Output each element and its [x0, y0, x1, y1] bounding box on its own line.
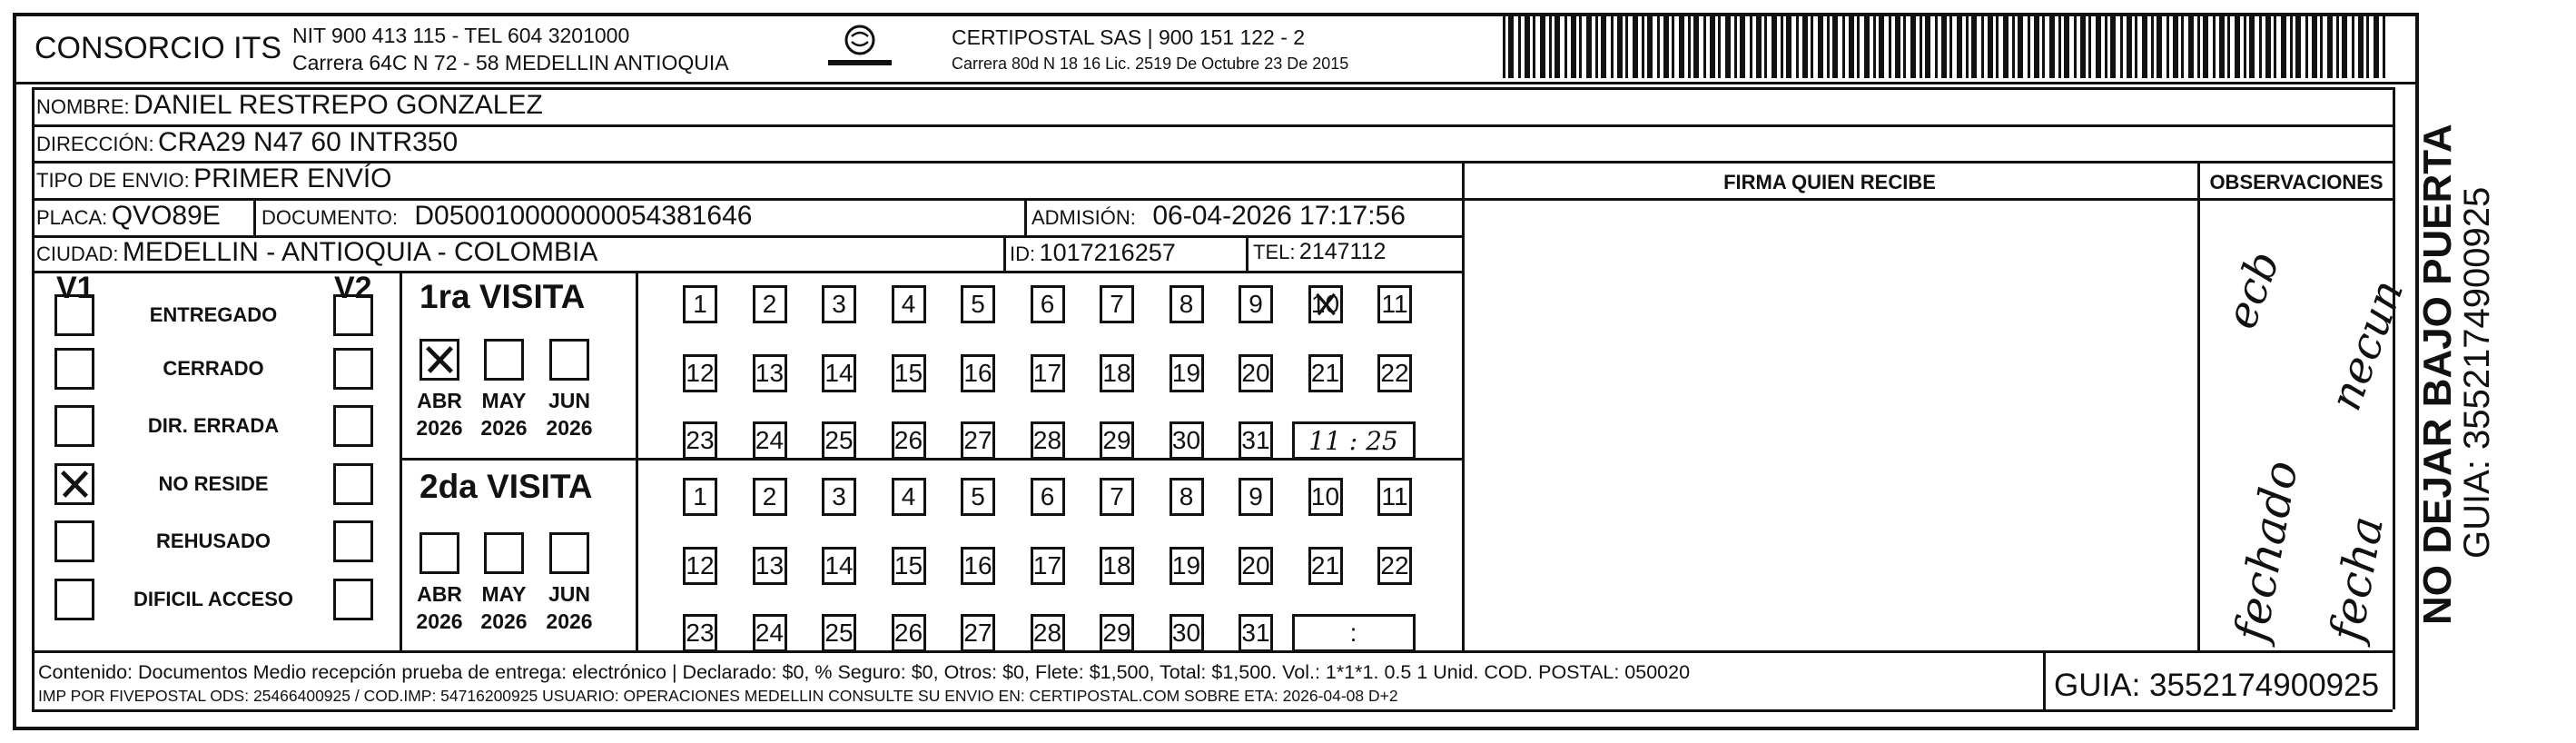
status-label: CERRADO: [163, 357, 264, 380]
visit1-year-label: 2026: [416, 416, 463, 440]
observacion-handwriting: fecha: [2320, 511, 2394, 646]
visit2-day-box[interactable]: 21: [1308, 547, 1343, 585]
visit2-day-box[interactable]: 24: [753, 614, 787, 652]
visit2-day-box[interactable]: 9: [1239, 478, 1273, 516]
nombre-row: [36, 90, 543, 121]
tel-row: [1253, 239, 1386, 265]
visit2-day-box[interactable]: 22: [1377, 547, 1412, 585]
visit1-year-label: 2026: [546, 416, 593, 440]
visit2-month-checkbox[interactable]: [484, 532, 524, 574]
status-v1-checkbox[interactable]: [54, 520, 94, 562]
visit1-day-box[interactable]: 30: [1170, 421, 1204, 460]
tel-label: TEL:: [1253, 241, 1296, 263]
visit2-month-checkbox[interactable]: [419, 532, 459, 574]
visit1-day-box[interactable]: 11: [1377, 285, 1412, 323]
direccion-value: CRA29 N47 60 INTR350: [158, 127, 459, 157]
visit2-month-checkbox[interactable]: [549, 532, 589, 574]
status-label: ENTREGADO: [149, 303, 278, 326]
status-label: NO RESIDE: [158, 472, 269, 495]
status-v1-checkbox[interactable]: [54, 294, 94, 336]
firma-area[interactable]: [1465, 201, 2196, 649]
observacion-handwriting: necun: [2320, 272, 2414, 418]
visit1-day-box[interactable]: 23: [683, 421, 717, 460]
status-v1-checkbox[interactable]: [54, 405, 94, 447]
side-warning: NO DEJAR BAJO PUERTA: [2415, 124, 2460, 625]
visit2-year-label: 2026: [416, 609, 463, 633]
admision-row: [1031, 201, 1406, 232]
visit2-day-box[interactable]: 20: [1239, 547, 1273, 585]
visit2-day-box[interactable]: 26: [892, 614, 926, 652]
visit2-day-box[interactable]: 11: [1377, 478, 1412, 516]
placa-label: PLACA:: [36, 206, 108, 229]
ciudad-value: MEDELLIN - ANTIOQUIA - COLOMBIA: [122, 237, 598, 267]
footer-guia: GUIA: 3552174900925: [2054, 668, 2380, 703]
observacion-handwriting: ecb: [2216, 244, 2291, 336]
visit2-day-box[interactable]: 2: [753, 478, 787, 516]
visit1-day-box[interactable]: [1308, 285, 1343, 323]
visit1-day-box[interactable]: 18: [1100, 354, 1134, 392]
visit2-day-box[interactable]: 5: [961, 478, 995, 516]
status-v2-checkbox[interactable]: [333, 348, 373, 390]
company-address: Carrera 64C N 72 - 58 MEDELLIN ANTIOQUIA: [292, 51, 729, 74]
visit1-month-label: MAY: [481, 389, 527, 412]
visit1-day-box[interactable]: 29: [1100, 421, 1134, 460]
visit2-day-box[interactable]: 3: [822, 478, 856, 516]
check-mark-icon: [1311, 288, 1340, 321]
visit1-title: 1ra VISITA: [419, 278, 586, 315]
visit1-day-box[interactable]: 27: [961, 421, 995, 460]
visit2-day-box[interactable]: 29: [1100, 614, 1134, 652]
status-v1-checkbox[interactable]: [54, 463, 94, 505]
day-number: 10: [1310, 290, 1340, 318]
footer-impresion: IMP POR FIVEPOSTAL ODS: 25466400925 / COD.IMP: 54716200925 USUARIO: OPERACIONES MEDELLIN CONSULTE SU ENVIO EN: CERTIPOSTAL.COM SOBRE ETA: 2026-04-08 D+2: [38, 687, 1398, 705]
status-v2-checkbox[interactable]: [333, 405, 373, 447]
visit2-day-box[interactable]: 4: [892, 478, 926, 516]
visit2-day-box[interactable]: 1: [683, 478, 717, 516]
visit2-time-box[interactable]: :: [1292, 614, 1416, 652]
visit2-year-label: 2026: [480, 609, 528, 633]
id-row: [1010, 239, 1176, 267]
visit2-day-box[interactable]: 8: [1170, 478, 1204, 516]
observaciones-header: OBSERVACIONES: [2209, 171, 2384, 193]
visit1-month-label: JUN: [548, 389, 590, 412]
visit1-day-box[interactable]: 28: [1031, 421, 1065, 460]
v2-label: V2: [334, 271, 372, 305]
direccion-row: [36, 127, 458, 158]
status-label: DIR. ERRADA: [147, 414, 280, 437]
visit1-day-box[interactable]: 19: [1170, 354, 1204, 392]
tipo-row: [36, 163, 392, 194]
visit1-day-box[interactable]: 9: [1239, 285, 1273, 323]
visit1-day-box[interactable]: 31: [1239, 421, 1273, 460]
visit2-day-box[interactable]: 14: [822, 547, 856, 585]
visit1-day-box[interactable]: 25: [822, 421, 856, 460]
status-label: REHUSADO: [156, 530, 271, 552]
status-v2-checkbox[interactable]: [333, 579, 373, 620]
direccion-label: DIRECCIÓN:: [36, 133, 154, 155]
tipo-value: PRIMER ENVÍO: [193, 163, 392, 193]
v1-label: V1: [56, 271, 94, 305]
visit1-day-box[interactable]: 8: [1170, 285, 1204, 323]
visit2-month-label: ABR: [417, 582, 462, 606]
visit1-day-box[interactable]: 1: [683, 285, 717, 323]
admision-label: ADMISIÓN:: [1031, 206, 1136, 229]
ciudad-label: CIUDAD:: [36, 243, 119, 265]
visit2-day-box[interactable]: 12: [683, 547, 717, 585]
nombre-value: DANIEL RESTREPO GONZALEZ: [133, 90, 543, 120]
visit2-day-box[interactable]: 28: [1031, 614, 1065, 652]
tel-value: 2147112: [1298, 239, 1387, 264]
visit2-year-label: 2026: [546, 609, 593, 633]
visit1-day-box[interactable]: 14: [822, 354, 856, 392]
visit2-day-box[interactable]: 13: [753, 547, 787, 585]
visit1-day-box[interactable]: 3: [822, 285, 856, 323]
documento-label: DOCUMENTO:: [262, 206, 398, 229]
visit2-month-label: JUN: [548, 582, 590, 606]
visit1-day-box[interactable]: 4: [892, 285, 926, 323]
status-label: DIFICIL ACCESO: [133, 588, 293, 610]
status-v2-checkbox[interactable]: [333, 463, 373, 505]
visit1-day-box[interactable]: 2: [753, 285, 787, 323]
visit2-day-box[interactable]: 30: [1170, 614, 1204, 652]
ciudad-row: [36, 237, 597, 268]
visit2-day-box[interactable]: 7: [1100, 478, 1134, 516]
visit2-title: 2da VISITA: [419, 468, 593, 505]
visit1-day-box[interactable]: 21: [1308, 354, 1343, 392]
visit1-year-label: 2026: [480, 416, 528, 440]
tipo-label: TIPO DE ENVIO:: [36, 169, 190, 192]
visit1-day-box[interactable]: 22: [1377, 354, 1412, 392]
visit2-day-box[interactable]: 10: [1308, 478, 1343, 516]
visit1-day-box[interactable]: 26: [892, 421, 926, 460]
documento-value: D050010000000054381646: [414, 201, 753, 231]
id-label: ID:: [1010, 243, 1036, 265]
carrier-address: Carrera 80d N 18 16 Lic. 2519 De Octubre 23 De 2015: [952, 54, 1349, 73]
visit1-day-box[interactable]: 6: [1031, 285, 1065, 323]
visit2-day-box[interactable]: 17: [1031, 547, 1065, 585]
placa-row: [36, 201, 221, 232]
visit1-day-box[interactable]: 13: [753, 354, 787, 392]
visit1-day-box[interactable]: 15: [892, 354, 926, 392]
company-name: CONSORCIO ITS: [35, 31, 282, 65]
visit1-month-checkbox[interactable]: [549, 339, 589, 381]
visit1-day-box[interactable]: 5: [961, 285, 995, 323]
nombre-label: NOMBRE:: [36, 95, 130, 118]
visit1-day-box[interactable]: 20: [1239, 354, 1273, 392]
status-v1-checkbox[interactable]: [54, 348, 94, 390]
visit2-day-box[interactable]: 19: [1170, 547, 1204, 585]
observacion-handwriting: fechado: [2225, 456, 2308, 646]
visit2-day-box[interactable]: 6: [1031, 478, 1065, 516]
footer-contenido: Contenido: Documentos Medio recepción prueba de entrega: electrónico | Declarado: $0, % Seguro: $0, Otros: $0, Flete: $1,500, Total: $1,500. Vol.: 1*1*1. 0.5 1 Unid. COD. POSTAL: 050020: [38, 661, 1691, 683]
admision-value: 06-04-2026 17:17:56: [1152, 201, 1406, 231]
visit1-day-box[interactable]: 7: [1100, 285, 1134, 323]
visit2-day-box[interactable]: 25: [822, 614, 856, 652]
visit2-day-box[interactable]: 23: [683, 614, 717, 652]
status-v2-checkbox[interactable]: [333, 294, 373, 336]
visit2-month-label: MAY: [481, 582, 527, 606]
company-nit: NIT 900 413 115 - TEL 604 3201000: [292, 24, 630, 47]
documento-row: [262, 201, 752, 232]
status-v2-checkbox[interactable]: [333, 520, 373, 562]
visit2-day-box[interactable]: 31: [1239, 614, 1273, 652]
side-guia: GUIA: 3552174900925: [2457, 186, 2497, 559]
visit1-month-checkbox[interactable]: [484, 339, 524, 381]
firma-header: FIRMA QUIEN RECIBE: [1723, 171, 1936, 193]
visit2-day-box[interactable]: 16: [961, 547, 995, 585]
status-v1-checkbox[interactable]: [54, 579, 94, 620]
visit1-day-box[interactable]: 24: [753, 421, 787, 460]
visit2-day-box[interactable]: 27: [961, 614, 995, 652]
placa-value: QVO89E: [111, 201, 221, 231]
id-value: 1017216257: [1039, 239, 1176, 266]
visit1-month-checkbox[interactable]: [419, 339, 459, 381]
visit2-day-box[interactable]: 18: [1100, 547, 1134, 585]
visit1-day-box[interactable]: 17: [1031, 354, 1065, 392]
visit1-day-box[interactable]: 16: [961, 354, 995, 392]
visit1-month-label: ABR: [417, 389, 462, 412]
carrier-name: CERTIPOSTAL SAS | 900 151 122 - 2: [952, 25, 1306, 49]
visit1-time-box[interactable]: 11 : 25: [1292, 421, 1416, 460]
visit2-day-box[interactable]: 15: [892, 547, 926, 585]
visit1-day-box[interactable]: 12: [683, 354, 717, 392]
